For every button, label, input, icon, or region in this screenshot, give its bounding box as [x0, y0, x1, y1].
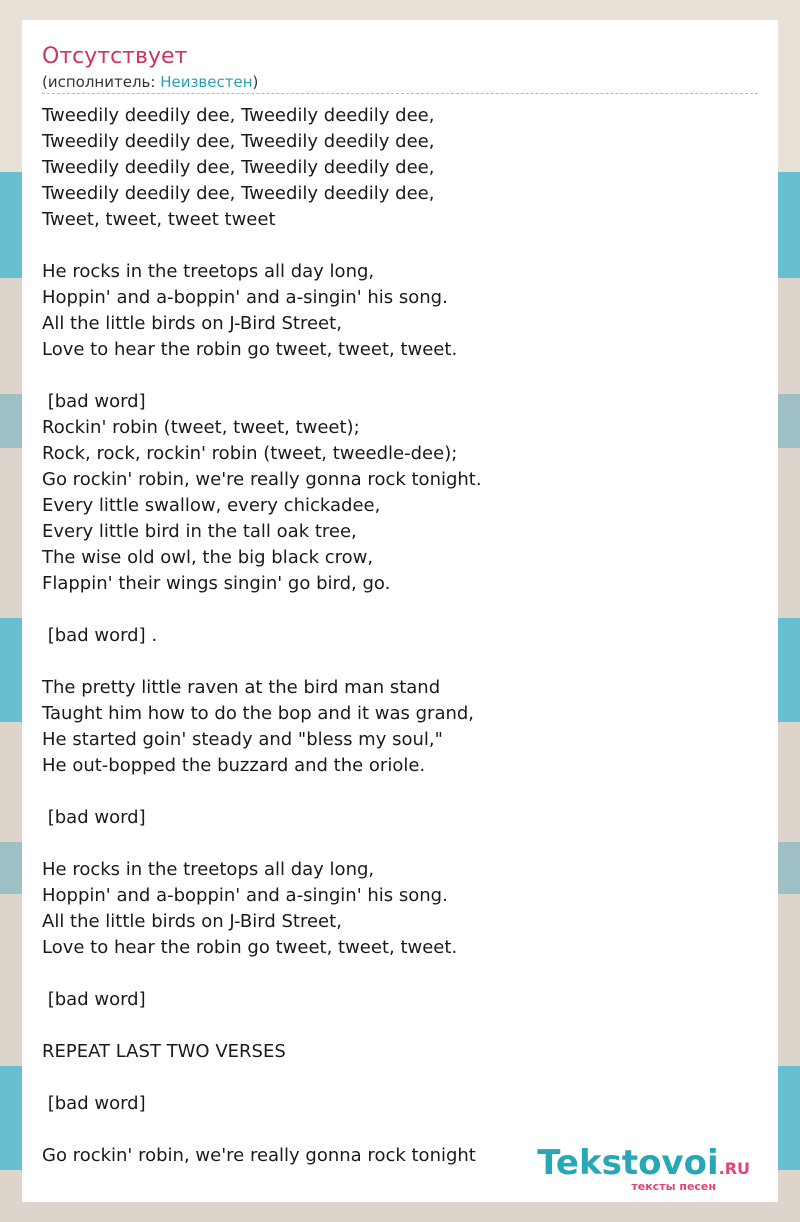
site-logo[interactable]	[537, 1143, 750, 1193]
lyric-line	[42, 233, 742, 259]
lyric-line: Hoppin' and a-boppin' and a-singin' his song.	[42, 885, 448, 906]
lyric-line: All the little birds on J-Bird Street,	[42, 911, 342, 932]
lyric-line	[42, 1117, 742, 1143]
lyric-line: [bad word]	[42, 1093, 146, 1114]
lyric-line	[42, 831, 742, 857]
artist-link[interactable]: Неизвестен	[160, 73, 253, 91]
lyric-line: [bad word]	[42, 989, 146, 1010]
lyric-line: Hoppin' and a-boppin' and a-singin' his song.	[42, 287, 448, 308]
lyric-line: [bad word]	[42, 807, 146, 828]
lyric-line: Rock, rock, rockin' robin (tweet, tweedle-dee);	[42, 443, 458, 464]
lyric-line: He rocks in the treetops all day long,	[42, 261, 375, 282]
lyric-line: Go rockin' robin, we're really gonna rock tonight	[42, 1145, 476, 1166]
lyric-line: REPEAT LAST TWO VERSES	[42, 1041, 286, 1062]
logo-tagline: тексты песен	[631, 1180, 716, 1193]
header-divider	[42, 93, 758, 94]
lyrics-text	[42, 103, 742, 1169]
lyric-line: Go rockin' robin, we're really gonna rock tonight.	[42, 469, 482, 490]
performer-suffix: )	[252, 73, 259, 91]
lyric-line: Tweedily deedily dee, Tweedily deedily dee,	[42, 105, 435, 126]
lyric-line: Love to hear the robin go tweet, tweet, tweet.	[42, 339, 458, 360]
lyric-line: Tweet, tweet, tweet tweet	[42, 209, 276, 230]
song-title: Отсутствует	[42, 44, 188, 69]
lyric-line: Taught him how to do the bop and it was grand,	[42, 703, 475, 724]
lyric-line: Love to hear the robin go tweet, tweet, tweet.	[42, 937, 458, 958]
lyric-line	[42, 649, 742, 675]
lyric-line	[42, 597, 742, 623]
lyric-line: Tweedily deedily dee, Tweedily deedily dee,	[42, 131, 435, 152]
lyric-line: [bad word] .	[42, 625, 158, 646]
performer-line	[42, 72, 258, 92]
lyric-line: Rockin' robin (tweet, tweet, tweet);	[42, 417, 360, 438]
lyric-line: Tweedily deedily dee, Tweedily deedily dee,	[42, 183, 435, 204]
logo-tld: .RU	[718, 1159, 750, 1178]
lyric-line: All the little birds on J-Bird Street,	[42, 313, 342, 334]
lyric-line: The wise old owl, the big black crow,	[42, 547, 374, 568]
lyric-line: Flappin' their wings singin' go bird, go.	[42, 573, 391, 594]
lyric-line: Tweedily deedily dee, Tweedily deedily dee,	[42, 157, 435, 178]
lyric-line: [bad word]	[42, 391, 146, 412]
lyrics-panel	[22, 20, 778, 1202]
lyric-line	[42, 363, 742, 389]
lyric-line	[42, 1065, 742, 1091]
lyric-line: Every little bird in the tall oak tree,	[42, 521, 357, 542]
lyric-line: He started goin' steady and "bless my soul,"	[42, 729, 443, 750]
lyric-line	[42, 961, 742, 987]
lyric-line: He out-bopped the buzzard and the oriole.	[42, 755, 426, 776]
logo-name: Tekstovoi	[537, 1143, 719, 1183]
lyric-line: He rocks in the treetops all day long,	[42, 859, 375, 880]
lyric-line: The pretty little raven at the bird man stand	[42, 677, 441, 698]
lyric-line	[42, 1013, 742, 1039]
lyric-line: Every little swallow, every chickadee,	[42, 495, 381, 516]
performer-prefix: (исполнитель:	[42, 73, 161, 91]
lyric-line	[42, 779, 742, 805]
